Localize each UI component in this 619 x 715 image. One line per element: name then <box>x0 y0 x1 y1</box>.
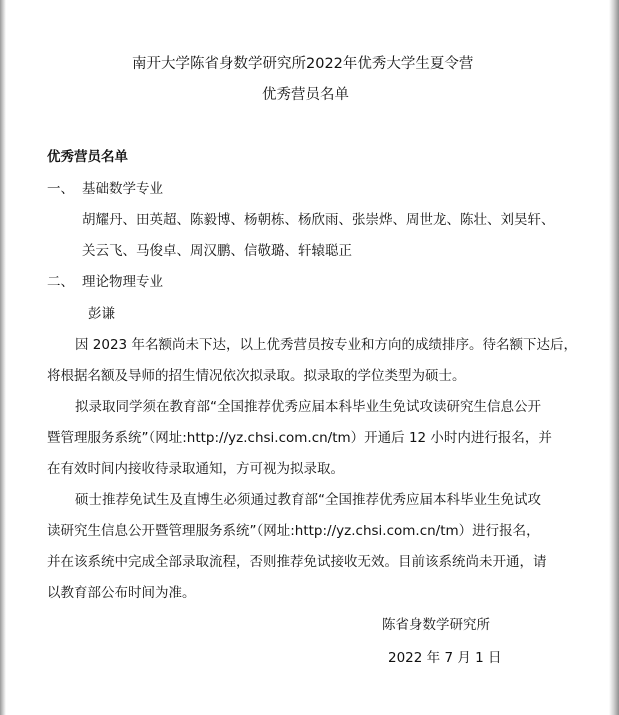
document-page <box>6 0 609 715</box>
paragraph-line: 拟录取同学须在教育部“全国推荐优秀应届本科毕业生免试攻读研究生信息公开 <box>75 399 541 415</box>
signature-organization: 陈省身数学研究所 <box>382 617 490 633</box>
document-subtitle: 优秀营员名单 <box>262 87 349 103</box>
viewer-right-edge <box>609 0 619 715</box>
student-names-line: 胡耀丹、田英超、陈毅博、杨朝栋、杨欣雨、张崇烨、周世龙、陈壮、刘昊轩、 <box>82 212 555 228</box>
major-number: 一、 <box>47 181 74 197</box>
paragraph-line: 以教育部公布时间为准。 <box>47 585 196 601</box>
major-number: 二、 <box>47 274 74 290</box>
paragraph-line: 因 2023 年名额尚未下达，以上优秀营员按专业和方向的成绩排序。待名额下达后， <box>75 337 577 353</box>
student-names-line: 彭谦 <box>88 306 115 322</box>
document-title: 南开大学陈省身数学研究所2022年优秀大学生夏令营 <box>132 56 474 72</box>
major-name: 理论物理专业 <box>82 274 163 290</box>
paragraph-line: 并在该系统中完成全部录取流程，否则推荐免试接收无效。目前该系统尚未开通，请 <box>47 554 547 570</box>
major-name: 基础数学专业 <box>82 181 163 197</box>
paragraph-line: 硕士推荐免试生及直博生必须通过教育部“全国推荐优秀应届本科毕业生免试攻 <box>75 492 541 508</box>
signature-date: 2022 年 7 月 1 日 <box>388 650 502 666</box>
paragraph-line: 在有效时间内接收待录取通知，方可视为拟录取。 <box>47 461 344 477</box>
paragraph-line: 将根据名额及导师的招生情况依次拟录取。拟录取的学位类型为硕士。 <box>47 368 466 384</box>
paragraph-line: 暨管理服务系统”（网址:http://yz.chsi.com.cn/tm）开通后 12 小时内进行报名，并 <box>47 430 552 446</box>
section-heading: 优秀营员名单 <box>47 149 128 165</box>
student-names-line: 关云飞、马俊卓、周汉鹏、信敬璐、轩辕聪正 <box>82 243 352 259</box>
paragraph-line: 读研究生信息公开暨管理服务系统”（网址:http://yz.chsi.com.cn/tm）进行报名， <box>47 523 540 539</box>
